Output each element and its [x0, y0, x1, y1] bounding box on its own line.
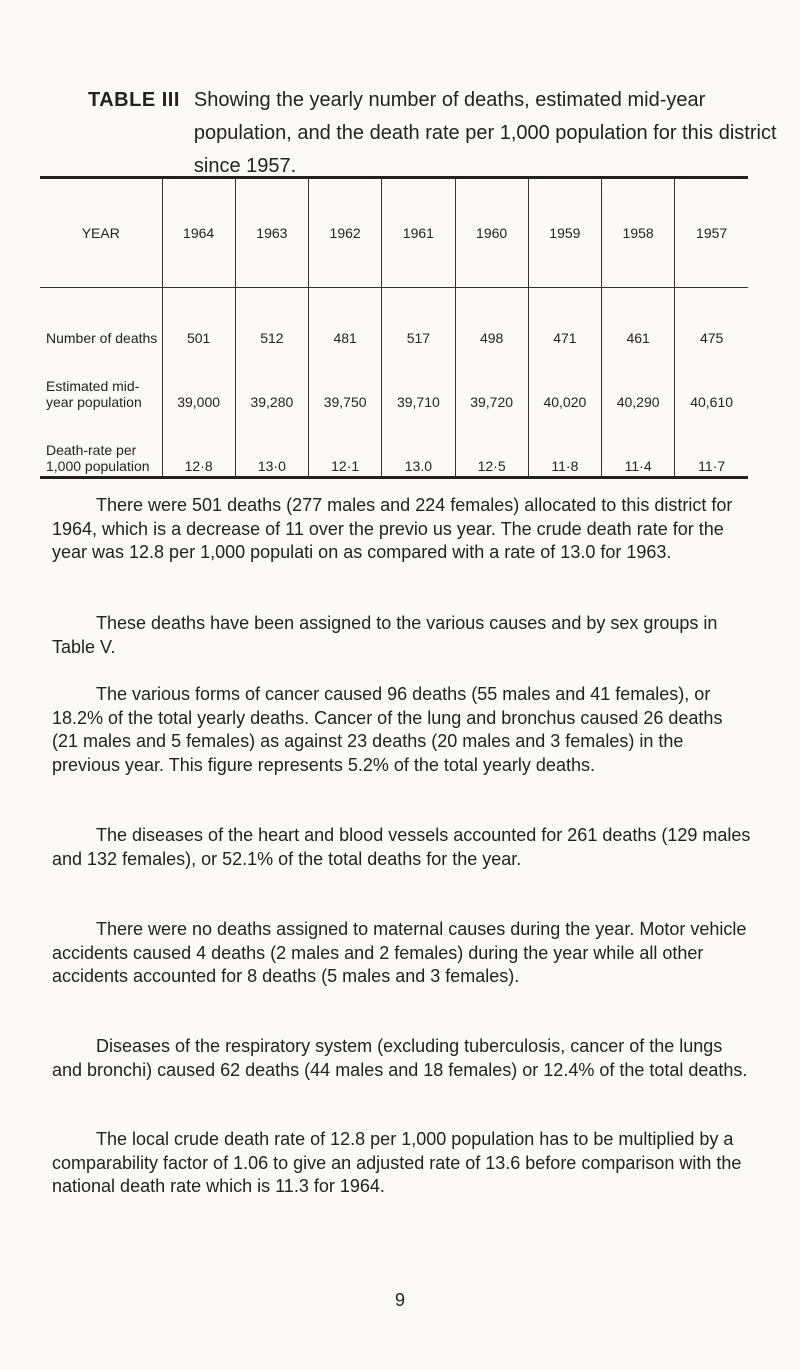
row-label: Estimated mid-year population	[46, 378, 142, 410]
table-cell: 471	[528, 288, 601, 349]
table-caption-text: Showing the yearly number of deaths, estimated mid-year population, and the death rate per 1,000 population for this district since 1957.	[193, 89, 777, 177]
paragraph-cancer: The various forms of cancer caused 96 deaths (55 males and 41 females), or 18.2% of the total yearly deaths. Cancer of the lung and bronchus caused 26 deaths (21 males and 5 females) as against 23 deaths (20 males and 3 females) in the previous year. This figure represents 5.2% of the total yearly deaths.	[52, 684, 723, 775]
table-cell: 39,280	[235, 348, 308, 412]
table-caption	[88, 84, 778, 183]
table-cell: 39,710	[382, 348, 455, 412]
table-label: TABLE III	[88, 89, 180, 111]
table-cell: 517	[382, 288, 455, 349]
table-row-death-rate	[40, 412, 748, 478]
paragraph-accidents: There were no deaths assigned to maternal causes during the year. Motor vehicle accidents caused 4 deaths (2 males and 2 females) during the year while all other accidents accounted for 8 deaths (5 males and 3 females).	[52, 919, 747, 986]
page-number: 9	[394, 1290, 405, 1310]
table-cell: 39,750	[309, 348, 382, 412]
year-header-cell: 1958	[602, 178, 675, 288]
paragraph-causes-reference: These deaths have been assigned to the various causes and by sex groups in Table V.	[52, 613, 718, 657]
table-cell: 11·8	[528, 412, 601, 478]
year-header-cell: 1962	[309, 178, 382, 288]
table-cell: 12·5	[455, 412, 528, 478]
table-cell: 11·4	[602, 412, 675, 478]
paragraph-respiratory: Diseases of the respiratory system (excluding tuberculosis, cancer of the lungs and bronchi) caused 62 deaths (44 males and 18 females) or 12.4% of the total deaths.	[52, 1036, 748, 1080]
year-header-cell: 1960	[455, 178, 528, 288]
table-cell: 461	[602, 288, 675, 349]
table-cell: 11·7	[675, 412, 748, 478]
table-cell: 512	[235, 288, 308, 349]
table-cell: 40,290	[602, 348, 675, 412]
table-cell: 13·0	[235, 412, 308, 478]
year-header-cell: 1964	[162, 178, 235, 288]
row-label: Number of deaths	[46, 330, 158, 346]
paragraph-deaths-summary: There were 501 deaths (277 males and 224 females) allocated to this district for 1964, which is a decrease of 11 over the previo us year. The crude death rate for the year was 12.8 per 1,000 populati on as compared with a rate of 13.0 for 1963.	[52, 495, 733, 562]
paragraph-heart-disease: The diseases of the heart and blood vessels accounted for 261 deaths (129 males and 132 females), or 52.1% of the total deaths for the year.	[52, 825, 751, 869]
table-cell: 12·8	[162, 412, 235, 478]
table-cell: 498	[455, 288, 528, 349]
paragraph-adjusted-rate: The local crude death rate of 12.8 per 1,000 population has to be multiplied by a comparability factor of 1.06 to give an adjusted rate of 13.6 before comparison with the national death rate which is 11.3 for 1964.	[52, 1129, 742, 1196]
table-cell: 13.0	[382, 412, 455, 478]
row-label: Death-rate per 1,000 population	[46, 442, 150, 474]
year-header-cell: 1961	[382, 178, 455, 288]
year-header-cell: 1957	[675, 178, 748, 288]
table-cell: 481	[309, 288, 382, 349]
year-header: YEAR	[40, 178, 162, 288]
table-header-row	[40, 178, 748, 288]
table-cell: 40,020	[528, 348, 601, 412]
table-cell: 475	[675, 288, 748, 349]
year-header-cell: 1963	[235, 178, 308, 288]
table-cell: 501	[162, 288, 235, 349]
table-cell: 39,000	[162, 348, 235, 412]
table-row-population	[40, 348, 748, 412]
year-header-cell: 1959	[528, 178, 601, 288]
death-statistics-table	[40, 176, 748, 479]
table-cell: 12·1	[309, 412, 382, 478]
table-cell: 39,720	[455, 348, 528, 412]
table-cell: 40,610	[675, 348, 748, 412]
table-row-deaths	[40, 288, 748, 349]
